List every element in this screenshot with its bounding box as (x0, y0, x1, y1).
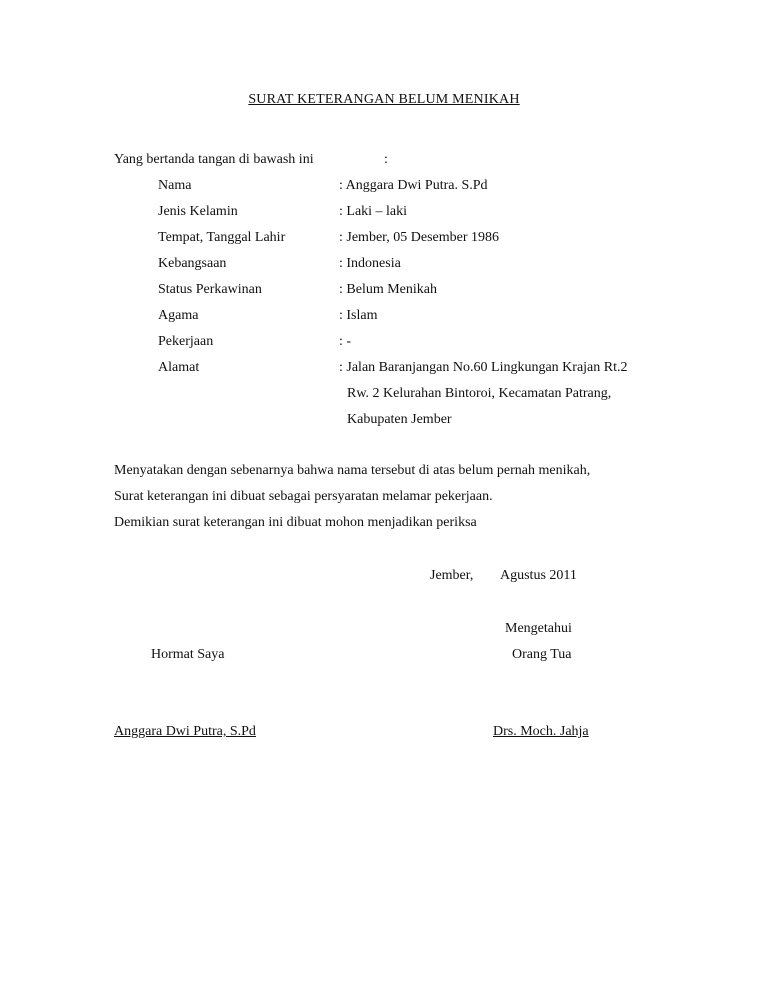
date-month-year: Agustus 2011 (500, 568, 577, 583)
field-value-kebangsaan: : Indonesia (339, 256, 401, 271)
field-label-agama: Agama (158, 308, 199, 323)
statement-line-3: Demikian surat keterangan ini dibuat mohon menjadikan periksa (114, 515, 477, 530)
field-value-status-perkawinan: : Belum Menikah (339, 282, 437, 297)
field-label-status-perkawinan: Status Perkawinan (158, 282, 262, 297)
hormat-saya-label: Hormat Saya (151, 647, 225, 662)
field-label-kebangsaan: Kebangsaan (158, 256, 227, 271)
field-value-alamat: : Jalan Baranjangan No.60 Lingkungan Krajan Rt.2 (339, 360, 628, 375)
statement-line-1: Menyatakan dengan sebenarnya bahwa nama tersebut di atas belum pernah menikah, (114, 463, 591, 478)
intro-colon: : (384, 152, 388, 167)
date-city: Jember, (430, 568, 474, 583)
address-line-3: Kabupaten Jember (347, 412, 452, 427)
statement-line-2: Surat keterangan ini dibuat sebagai persyaratan melamar pekerjaan. (114, 489, 493, 504)
field-value-jenis-kelamin: : Laki – laki (339, 204, 408, 219)
orang-tua-label: Orang Tua (512, 647, 572, 662)
field-value-nama: : Anggara Dwi Putra. S.Pd (339, 178, 488, 193)
signature-name-applicant: Anggara Dwi Putra, S.Pd (114, 724, 256, 739)
document-title: SURAT KETERANGAN BELUM MENIKAH (248, 92, 520, 107)
field-value-agama: : Islam (339, 308, 378, 323)
mengetahui-label: Mengetahui (505, 621, 572, 636)
field-label-nama: Nama (158, 178, 192, 193)
field-label-jenis-kelamin: Jenis Kelamin (158, 204, 238, 219)
field-label-pekerjaan: Pekerjaan (158, 334, 214, 349)
address-line-2: Rw. 2 Kelurahan Bintoroi, Kecamatan Patrang, (347, 386, 612, 401)
field-label-tempat-tanggal-lahir: Tempat, Tanggal Lahir (158, 230, 286, 245)
signature-name-parent: Drs. Moch. Jahja (493, 724, 589, 739)
field-value-tempat-tanggal-lahir: : Jember, 05 Desember 1986 (339, 230, 500, 245)
field-value-pekerjaan: : - (339, 334, 352, 349)
intro-text: Yang bertanda tangan di bawash ini (114, 152, 314, 167)
field-label-alamat: Alamat (158, 360, 200, 375)
